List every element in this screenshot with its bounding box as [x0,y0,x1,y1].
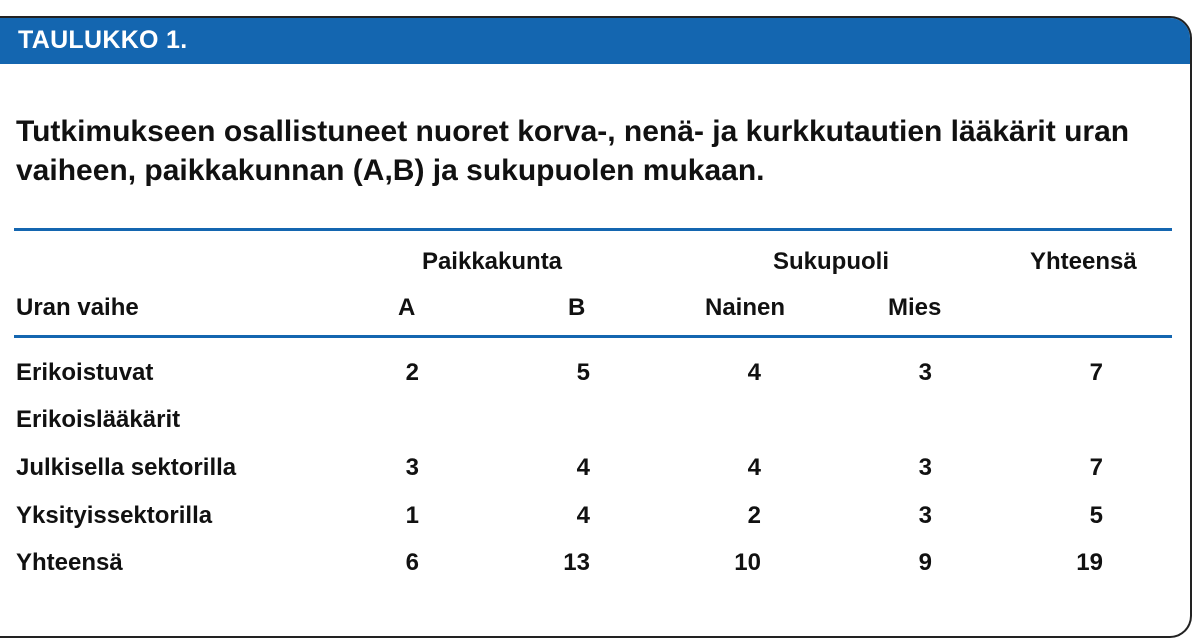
cell-nainen: 4 [747,359,761,386]
table-number-label: TAULUKKO 1. [18,26,188,54]
row-label-total: Yhteensä [16,549,123,576]
table-frame [0,16,1192,638]
header-rule [14,335,1172,338]
group-header-sukupuoli: Sukupuoli [773,248,889,275]
cell-yhteensa: 7 [1089,454,1103,481]
cell-b: 4 [576,502,590,529]
cell-a: 3 [405,454,419,481]
subheader-a: A [398,294,416,321]
subheader-mies: Mies [888,294,942,321]
cell-mies: 9 [918,549,932,576]
table-title: Tutkimukseen osallistuneet nuoret korva-, nenä- ja kurkkutautien lääkärit uran vaiheen, paikkakunnan (A,B) ja sukupuolen mukaan. [16,115,1130,187]
cell-mies: 3 [918,502,932,529]
group-header-paikkakunta: Paikkakunta [421,248,563,275]
cell-b: 5 [576,359,590,386]
cell-a: 2 [405,359,419,386]
cell-mies: 3 [918,454,932,481]
row-header-label: Uran vaihe [16,294,139,321]
cell-nainen: 10 [734,549,761,576]
cell-yhteensa: 7 [1089,359,1103,386]
cell-a: 6 [405,549,419,576]
cell-yhteensa: 5 [1089,502,1103,529]
row-label: Erikoistuvat [16,359,154,386]
table-header-bar [0,18,1190,64]
row-label: Julkisella sektorilla [16,454,237,481]
row-label: Erikoislääkärit [16,406,181,433]
group-header-yhteensa: Yhteensä [1030,248,1137,275]
subheader-b: B [568,294,586,321]
row-label: Yksityissektorilla [16,502,213,529]
cell-b: 4 [576,454,590,481]
cell-a: 1 [405,502,419,529]
cell-nainen: 2 [747,502,761,529]
subheader-nainen: Nainen [705,294,786,321]
cell-b: 13 [563,549,590,576]
cell-nainen: 4 [747,454,761,481]
cell-yhteensa: 19 [1076,549,1103,576]
cell-mies: 3 [918,359,932,386]
top-rule [14,228,1172,231]
